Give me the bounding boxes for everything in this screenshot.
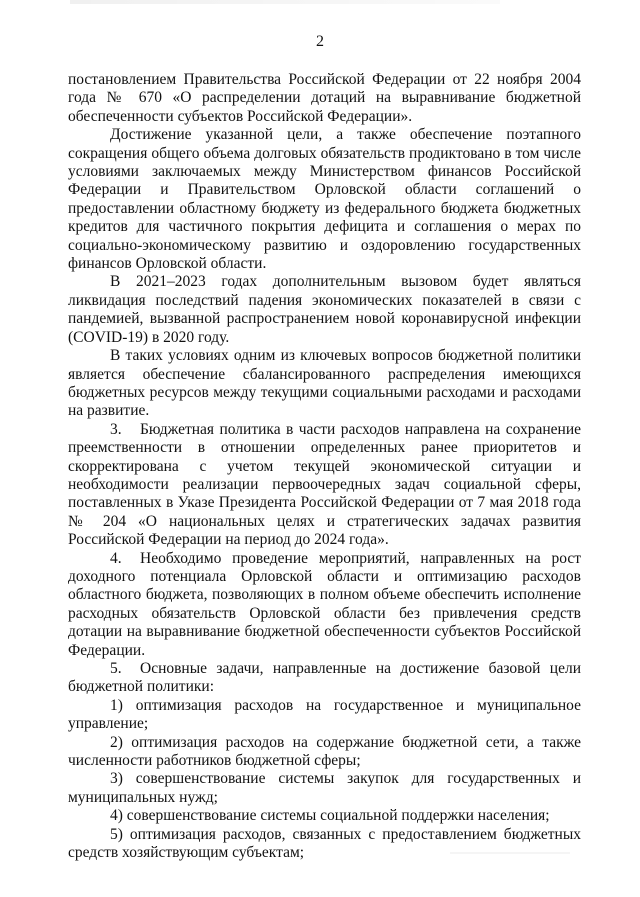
list-item: 5) оптимизация расходов, связанных с предоставлением бюджетных средств хозяйствующим субъектам; <box>68 825 581 862</box>
paragraph-text: Основные задачи, направленные на достижение базовой цели бюджетной политики: <box>68 660 581 696</box>
scan-artifact <box>70 0 500 4</box>
page-number: 2 <box>316 33 324 50</box>
paragraph-number: 3. <box>110 420 122 438</box>
paragraph: Достижение указанной цели, а также обеспечение поэтапного сокращения общего объема долговых обязательств продиктовано в том числе условиями заключаемых между Министерством финансов Российской Федерации и Правительством Орловской области соглашений о предоставлении областному бюджету из федерального бюджета бюджетных кредитов для частичного покрытия дефицита и соглашения о мерах по социально-экономическому развитию и оздоровлению государственных финансов Орловской области. <box>68 126 581 273</box>
paragraph: В таких условиях одним из ключевых вопросов бюджетной политики является обеспечение сбалансированного распределения имеющихся бюджетных ресурсов между текущими социальными расходами и расходами на развитие. <box>68 347 581 420</box>
paragraph: В 2021–2023 годах дополнительным вызовом будет являться ликвидация последствий падения экономических показателей в связи с пандемией, вызванной распространением новой коронавирусной инфекции (COVID-19) в 2020 году. <box>68 273 581 346</box>
numbered-paragraph <box>68 660 581 697</box>
paragraph-number: 5. <box>110 660 122 677</box>
paragraph-text: Бюджетная политика в части расходов направлена на сохранение преемственности в отношении определенных ранее приоритетов и скорректирована с учетом текущей экономической ситуации и необходимости реализации первоочередных задач социальной сферы, поставленных в Указе Президента Российской Федерации от 7 мая 2018 года № 204 «О национальных целях и стратегических задачах развития Российской Федерации на период до 2024 года». <box>68 420 581 549</box>
numbered-paragraph <box>68 550 581 660</box>
list-item: 3) совершенствование системы закупок для государственных и муниципальных нужд; <box>68 770 581 806</box>
paragraph: постановлением Правительства Российской Федерации от 22 ноября 2004 года № 670 «О распределении дотаций на выравнивание бюджетной обеспеченности субъектов Российской Федерации». <box>68 71 581 125</box>
document-body <box>68 71 581 862</box>
paragraph-text: Необходимо проведение мероприятий, направленных на рост доходного потенциала Орловской области и оптимизацию расходов областного бюджета, позволяющих в полном объеме обеспечить исполнение расходных обязательств Орловской области без привлечения средств дотации на выравнивание бюджетной обеспеченности субъектов Российской Федерации. <box>68 549 581 659</box>
paragraph-number: 4. <box>110 549 122 567</box>
list-item: 1) оптимизация расходов на государственное и муниципальное управление; <box>68 696 581 733</box>
list-item: 2) оптимизация расходов на содержание бюджетной сети, а также численности работников бюджетной сферы; <box>68 733 581 770</box>
numbered-paragraph <box>68 421 581 550</box>
list-item: 4) совершенствование системы социальной поддержки населения; <box>110 807 550 825</box>
